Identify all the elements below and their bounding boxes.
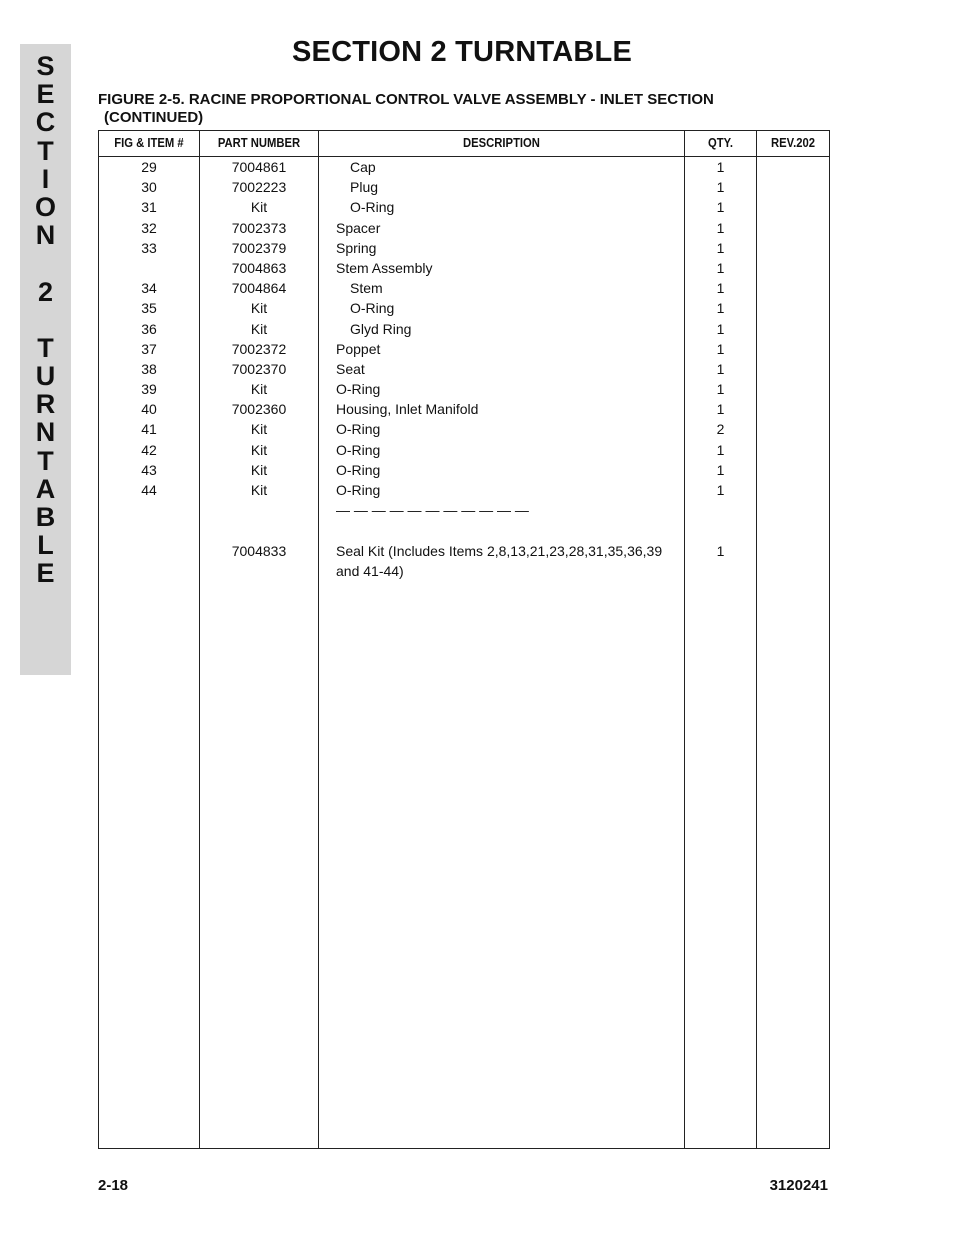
side-tab-letter: 2 xyxy=(37,276,54,307)
qty-cell: 1 xyxy=(716,401,725,418)
description-cell: Spacer xyxy=(336,219,381,236)
description-cell: Spring xyxy=(336,239,377,256)
table-body xyxy=(99,157,829,581)
side-tab-letter: T xyxy=(37,135,54,166)
fig-item-cell: 33 xyxy=(141,239,157,256)
page-number: 2-18 xyxy=(98,1177,129,1194)
part-number-cell: Kit xyxy=(250,441,268,458)
qty-cell: 1 xyxy=(716,542,725,559)
description-cell: Seal Kit (Includes Items 2,8,13,21,23,28,31,35,36,39 xyxy=(336,542,663,559)
description-cell: Housing, Inlet Manifold xyxy=(336,401,479,418)
part-number-cell: 7002370 xyxy=(231,360,287,377)
fig-item-cell: 30 xyxy=(141,179,157,196)
part-number-cell: 7002373 xyxy=(231,219,287,236)
part-number-cell: 7004864 xyxy=(231,280,287,297)
fig-item-cell: 29 xyxy=(141,159,157,175)
qty-cell: 1 xyxy=(716,300,725,317)
side-tab-letter: R xyxy=(35,389,56,420)
table-row xyxy=(99,500,829,520)
part-number-cell: 7002372 xyxy=(231,340,287,357)
header-rev: REV.202 xyxy=(770,136,815,150)
side-tab-letter: N xyxy=(35,220,56,251)
description-cell: O-Ring xyxy=(336,441,381,458)
table-row xyxy=(99,339,829,359)
table-row xyxy=(99,177,829,197)
table-row xyxy=(99,157,829,177)
fig-item-cell: 31 xyxy=(141,199,157,216)
side-tab-letter: O xyxy=(34,191,56,222)
part-number-cell: 7004863 xyxy=(231,259,287,276)
fig-item-cell: 34 xyxy=(141,280,157,297)
fig-item-cell: 43 xyxy=(141,461,157,478)
fig-item-cell: 37 xyxy=(141,340,157,357)
description-cell: Glyd Ring xyxy=(350,320,412,337)
side-tab-letter: U xyxy=(35,361,56,392)
table-row xyxy=(99,319,829,339)
document-number: 3120241 xyxy=(769,1177,828,1194)
fig-item-cell: 41 xyxy=(141,421,157,438)
part-number-cell: 7002379 xyxy=(231,239,287,256)
table-row xyxy=(99,520,829,540)
table-row xyxy=(99,399,829,419)
side-tab-letter: E xyxy=(36,79,55,110)
part-number-cell: Kit xyxy=(250,381,268,398)
figure-title-line1: FIGURE 2-5. RACINE PROPORTIONAL CONTROL VALVE ASSEMBLY - INLET SECTION xyxy=(98,91,714,108)
side-tab-letters xyxy=(20,52,71,588)
side-tab-letter: E xyxy=(36,558,55,589)
side-tab-letter: B xyxy=(35,502,56,532)
table-row xyxy=(99,480,829,500)
table-row xyxy=(99,460,829,480)
parts-table xyxy=(98,130,830,1149)
table-row xyxy=(99,258,829,278)
qty-cell: 1 xyxy=(716,340,725,357)
figure-title xyxy=(98,91,798,127)
qty-cell: 1 xyxy=(716,219,725,236)
part-number-cell: 7004861 xyxy=(231,159,287,175)
qty-cell: 1 xyxy=(716,179,725,196)
description-cell: O-Ring xyxy=(336,461,381,478)
fig-item-cell: 44 xyxy=(141,482,157,498)
qty-cell: 1 xyxy=(716,360,725,377)
part-number-cell: Kit xyxy=(250,461,268,478)
fig-item-cell: 40 xyxy=(141,401,157,418)
description-cell: Poppet xyxy=(336,340,381,357)
side-tab-letter: T xyxy=(37,332,54,363)
header-part-number: PART NUMBER xyxy=(217,136,301,150)
description-cell: O-Ring xyxy=(350,300,395,317)
description-cell: O-Ring xyxy=(336,381,381,398)
section-side-tab xyxy=(20,44,71,675)
table-row xyxy=(99,379,829,399)
qty-cell: 1 xyxy=(716,320,725,337)
part-number-cell: 7002223 xyxy=(231,179,287,196)
table-row xyxy=(99,561,829,581)
description-cell: O-Ring xyxy=(336,421,381,438)
side-tab-letter: N xyxy=(35,417,56,448)
table-row xyxy=(99,419,829,439)
description-cell: Seat xyxy=(336,360,365,377)
table-row xyxy=(99,298,829,318)
description-cell: and 41-44) xyxy=(336,562,404,579)
side-tab-letter: C xyxy=(35,107,56,138)
fig-item-cell: 35 xyxy=(141,300,157,317)
part-number-cell: 7004833 xyxy=(231,542,287,559)
qty-cell: 1 xyxy=(716,259,725,276)
side-tab-letter: T xyxy=(37,445,54,476)
qty-cell: 1 xyxy=(716,239,725,256)
part-number-cell: Kit xyxy=(250,320,268,337)
fig-item-cell: 36 xyxy=(141,320,157,337)
description-cell: Stem Assembly xyxy=(336,259,433,276)
table-row xyxy=(99,218,829,238)
part-number-cell: Kit xyxy=(250,421,268,438)
table-row xyxy=(99,197,829,217)
fig-item-cell: 39 xyxy=(141,381,157,398)
qty-cell: 1 xyxy=(716,482,725,498)
qty-cell: 1 xyxy=(716,159,725,175)
table-row xyxy=(99,278,829,298)
part-number-cell: Kit xyxy=(250,300,268,317)
section-title: SECTION 2 TURNTABLE xyxy=(292,36,632,68)
part-number-cell: 7002360 xyxy=(231,401,287,418)
description-cell: Cap xyxy=(350,159,376,175)
part-number-cell: Kit xyxy=(250,199,268,216)
table-row xyxy=(99,541,829,561)
qty-cell: 1 xyxy=(716,199,725,216)
header-description: DESCRIPTION xyxy=(463,136,540,150)
qty-cell: 1 xyxy=(716,461,725,478)
description-cell: Stem xyxy=(350,280,383,297)
side-tab-letter: S xyxy=(36,51,55,81)
qty-cell: 1 xyxy=(716,441,725,458)
figure-title-line2: (CONTINUED) xyxy=(104,109,204,126)
side-tab-letter: I xyxy=(41,163,50,194)
part-number-cell: Kit xyxy=(250,482,268,498)
header-qty: QTY. xyxy=(707,136,734,150)
description-cell: O-Ring xyxy=(350,199,395,216)
header-fig-item: FIG & ITEM # xyxy=(114,136,184,150)
fig-item-cell: 42 xyxy=(141,441,157,458)
qty-cell: 2 xyxy=(716,421,725,438)
qty-cell: 1 xyxy=(716,280,725,297)
table-row xyxy=(99,238,829,258)
description-cell: O-Ring xyxy=(336,482,381,498)
side-tab-letter: L xyxy=(37,530,54,561)
qty-cell: 1 xyxy=(716,381,725,398)
side-tab-letter: A xyxy=(35,473,56,504)
table-row xyxy=(99,440,829,460)
description-cell: — — — — — — — — — — — xyxy=(336,502,529,519)
description-cell: Plug xyxy=(350,179,379,196)
table-row xyxy=(99,359,829,379)
fig-item-cell: 38 xyxy=(141,360,157,377)
fig-item-cell: 32 xyxy=(141,219,157,236)
